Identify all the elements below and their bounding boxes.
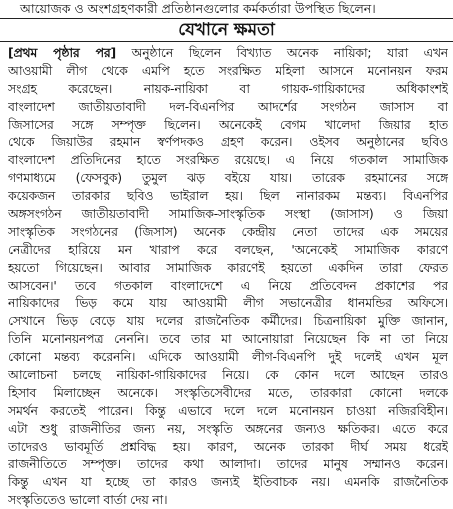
continuation-marker: [প্রথম পৃষ্ঠার পর] [8, 45, 116, 60]
article-line: এটা শুধু রাজনীতির জন্য নয়, সংস্কৃতি অঙ্গনের জন্যও ক্ষতিকর। এতে করে [8, 420, 448, 436]
article-line: বাংলাদেশ প্রতিদিনের হাতে সংরক্ষিত রয়েছে। এ নিয়ে গতকাল সামাজিক [8, 152, 448, 168]
article-line-text: অনুষ্ঠানে ছিলেন বিখ্যাত অনেক নায়িকা; যারা এখন [115, 45, 448, 60]
article-line: সেখানে ভিড় বেড়ে যায় দলের রাজনৈতিক কর্মীদের। চিত্রনায়িকা মুক্তি জানান, [8, 313, 448, 329]
article-line: সংগ্রহ করেছেন। নায়ক-নায়িকা বা গায়ক-গায়িকাদের অধিকাংশই [8, 80, 448, 96]
article-line: কয়েকজন তারকার ছবিও ভাইরাল হয়। ছিল নানারকম মন্তব্য। বিএনপির [8, 188, 448, 204]
article-line: কোনো মন্তব্য করেননি। এদিকে আওয়ামী লীগ-বিএনপি দুই দলেই এখন মূল [8, 349, 448, 365]
article-line: হিসাব মিলাচ্ছেন অনেকে। সংস্কৃতিসেবীদের মতে, তারকারা কোনো দলকে [8, 384, 448, 400]
article-line: জিসাসের সঙ্গে সম্পৃক্ত ছিলেন। অনেকেই বেগম খালেদা জিয়ার হাত [8, 116, 448, 132]
article-line: আওয়ামী লীগ থেকে এমপি হতে সংরক্ষিত মহিলা আসনে মনোনয়ন ফরম [8, 62, 448, 78]
article-body [8, 44, 448, 509]
article-line: রাজনীতিতে সম্পৃক্ত। তাদের কথা আলাদা। তাদের মানুষ সম্মানও করেন। [8, 456, 448, 472]
article-headline: যেখানে ক্ষমতা [178, 20, 275, 40]
article-line: গণমাধ্যমে (ফেসবুক) তুমুল ঝড় বইয়ে যায়। তারেক রহমানের সঙ্গে [8, 170, 448, 186]
article-line: সংস্কৃতিতেও ভালো বার্তা দেয় না। [8, 492, 168, 508]
article-line: তিনি মনোনয়নপত্র নেননি। তবে তার মা আনোয়ারা নিয়েছেন কি না তা নিয়ে [8, 331, 448, 347]
previous-caption-line: আয়োজক ও অংশগ্রহণকারী প্রতিষ্ঠানগুলোর কর্মকর্তারা উপস্থিত ছিলেন। [20, 1, 376, 16]
article-line: সমর্থন করতেই পারেন। কিন্তু এভাবে দলে দলে মনোনয়ন চাওয়া নজিরবিহীন। [8, 402, 448, 418]
article-line: কিন্তু এখন যা হচ্ছে তা কারও জন্যই ইতিবাচক নয়। এমনকি রাজনৈতিক [8, 474, 448, 490]
article-line: হয়তো গিয়েছেন। আবার সামাজিক কারণেই হয়তো একদিন তারা ফেরত [8, 259, 448, 275]
article-line: থেকে জিয়াউর রহমান স্বর্ণপদকও গ্রহণ করেন। ওইসব অনুষ্ঠানের ছবিও [8, 134, 448, 150]
article-line: তাদেরও ভাবমূর্তি প্রশ্নবিদ্ধ হয়। কারণ, অনেক তারকা দীর্ঘ সময় ধরেই [8, 438, 448, 454]
article-line: অঙ্গসংগঠন জাতীয়তাবাদী সামাজিক-সাংস্কৃতিক সংস্থা (জাসাস) ও জিয়া [8, 206, 448, 222]
article-line: নেত্রীদের হারিয়ে মন খারাপ করে বলছেন, 'অনেকেই সামাজিক কারণে [8, 241, 448, 257]
article-line: সাংস্কৃতিক সংগঠনের (জিসাস) অনেক কেন্দ্রীয় নেতা তাদের এক সময়ের [8, 223, 448, 239]
article-line: নায়িকাদের ভিড় কমে যায় আওয়ামী লীগ সভানেত্রীর ধানমন্ডির অফিসে। [8, 295, 448, 311]
article-line: বাংলাদেশ জাতীয়তাবাদী দল-বিএনপির আদর্শের সংগঠন জাসাস বা [8, 98, 448, 114]
headline-bar [0, 18, 453, 42]
article-line: আসবেন।' তবে গতকাল বাংলাদেশে এ নিয়ে প্রতিবেদন প্রকাশের পর [8, 277, 448, 293]
article-line: আলোচনা চলছে নায়িকা-গায়িকাদের নিয়ে। কে কোন দলে আছেন তারও [8, 367, 448, 383]
article-line [8, 44, 448, 62]
